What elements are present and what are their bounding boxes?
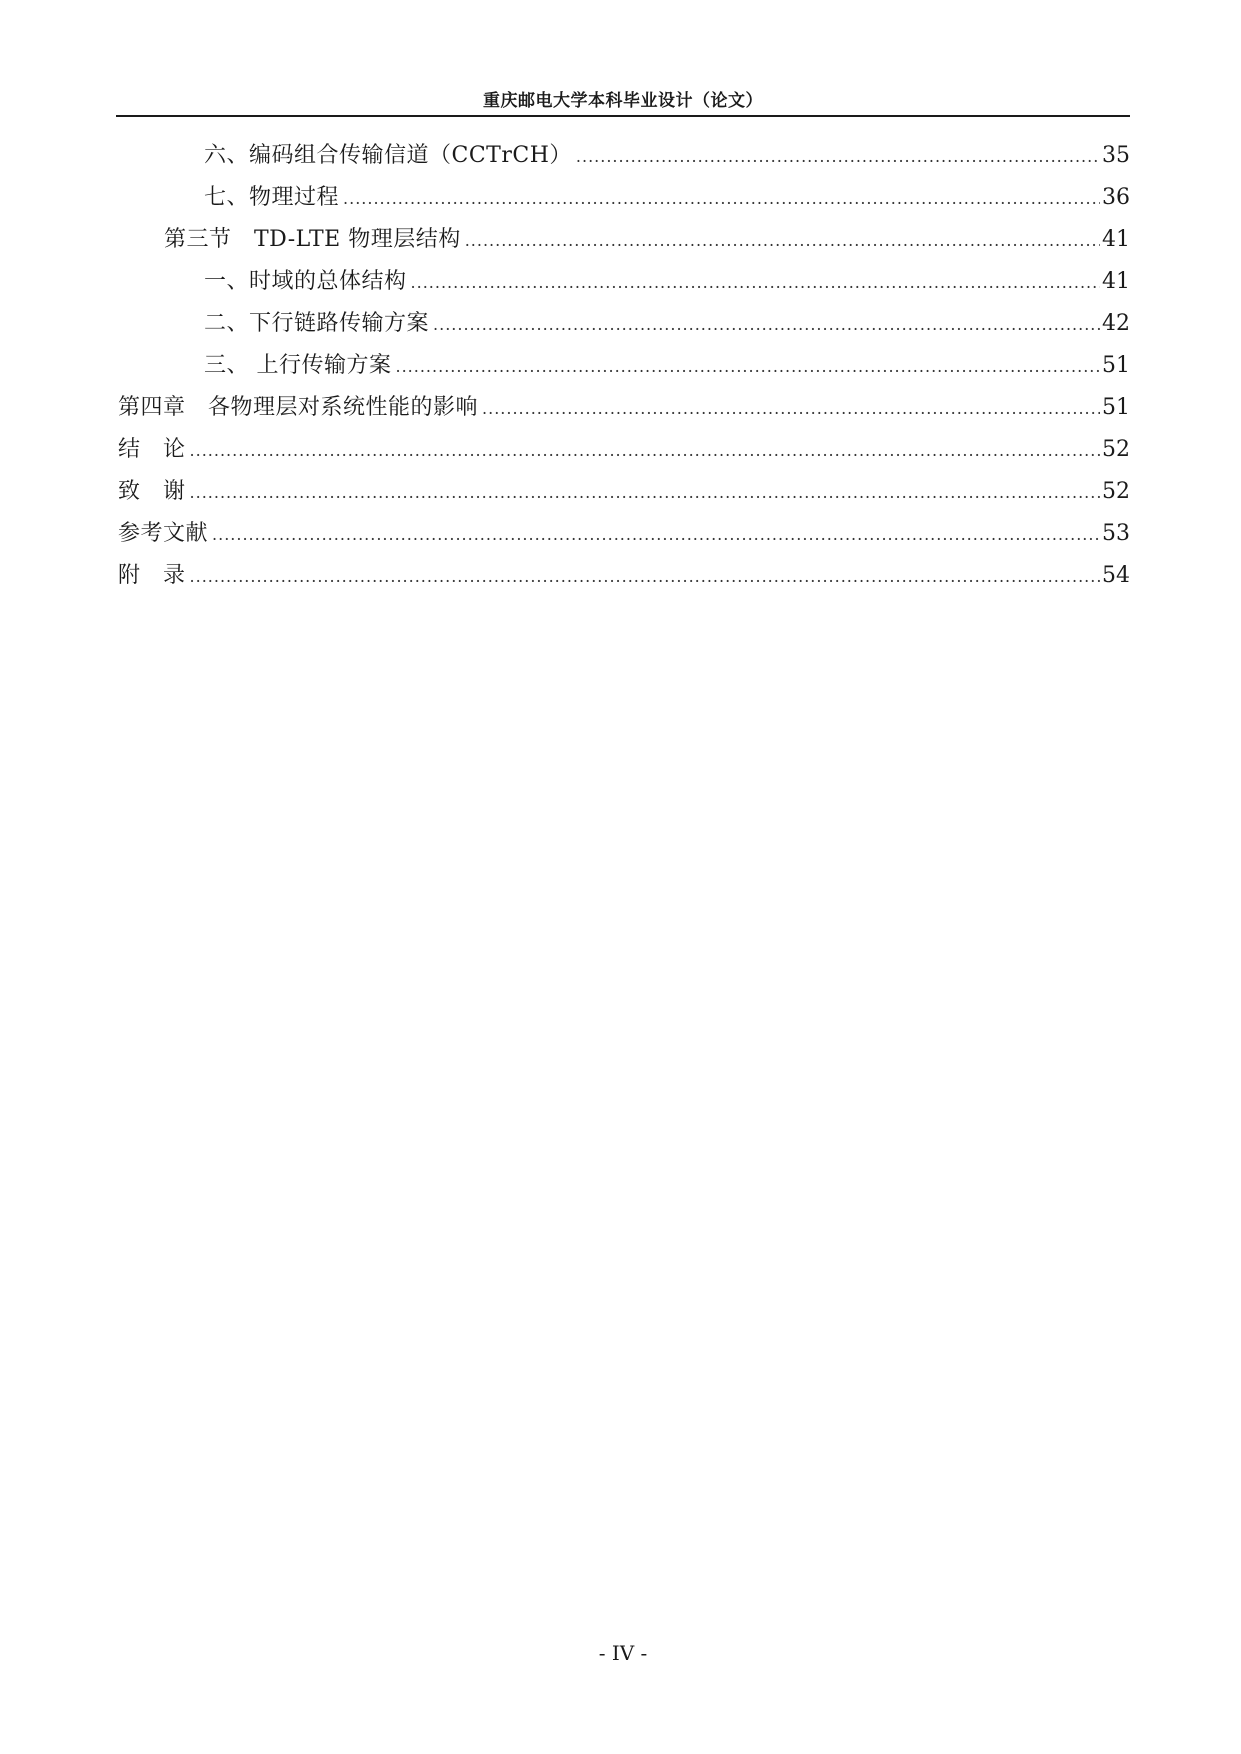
dot-leader [190, 556, 1100, 598]
page-number: - IV - [598, 1641, 648, 1665]
toc-entry[interactable] [118, 261, 1130, 303]
toc-entry-title: 结 论 [118, 437, 186, 462]
toc-entry[interactable] [118, 471, 1130, 513]
toc-entry[interactable] [118, 513, 1130, 555]
toc-entry[interactable] [118, 177, 1130, 219]
toc-entry[interactable] [118, 345, 1130, 387]
dot-leader [465, 220, 1100, 262]
toc-entry-page: 41 [1102, 269, 1130, 294]
table-of-contents [118, 135, 1130, 597]
toc-entry-title: 三、 上行传输方案 [204, 353, 392, 378]
toc-entry-page: 54 [1102, 563, 1130, 588]
running-header: 重庆邮电大学本科毕业设计（论文） [483, 91, 763, 111]
toc-entry-page: 36 [1102, 185, 1130, 210]
toc-entry-page: 53 [1102, 521, 1130, 546]
dot-leader [482, 388, 1100, 430]
dot-leader [190, 430, 1100, 472]
toc-entry-page: 35 [1102, 143, 1130, 168]
toc-entry-title: 七、物理过程 [204, 185, 340, 210]
header-rule [116, 115, 1130, 117]
toc-entry[interactable] [118, 303, 1130, 345]
dot-leader [576, 136, 1100, 178]
toc-entry[interactable] [118, 387, 1130, 429]
dot-leader [396, 346, 1101, 388]
toc-entry[interactable] [118, 219, 1130, 261]
toc-entry-page: 42 [1102, 311, 1130, 336]
toc-entry-title: 二、下行链路传输方案 [204, 311, 430, 336]
toc-entry-page: 52 [1102, 479, 1130, 504]
toc-entry-page: 51 [1102, 395, 1130, 420]
dot-leader [343, 178, 1100, 220]
toc-entry-title: 第四章 各物理层对系统性能的影响 [118, 395, 479, 420]
toc-entry[interactable] [118, 429, 1130, 471]
dot-leader [411, 262, 1100, 304]
toc-entry-title: 一、时域的总体结构 [204, 269, 407, 294]
dot-leader [433, 304, 1100, 346]
toc-entry-title: 附 录 [118, 563, 186, 588]
toc-entry-title: 六、编码组合传输信道（CCTrCH） [204, 143, 572, 168]
toc-entry-page: 52 [1102, 437, 1130, 462]
toc-entry-page: 51 [1102, 353, 1130, 378]
toc-entry-title: 第三节 TD-LTE 物理层结构 [164, 227, 461, 252]
toc-entry-title: 致 谢 [118, 479, 186, 504]
toc-entry[interactable] [118, 135, 1130, 177]
toc-entry-page: 41 [1102, 227, 1130, 252]
toc-entry[interactable] [118, 555, 1130, 597]
toc-entry-title: 参考文献 [118, 521, 209, 546]
dot-leader [190, 472, 1100, 514]
dot-leader [212, 514, 1100, 556]
